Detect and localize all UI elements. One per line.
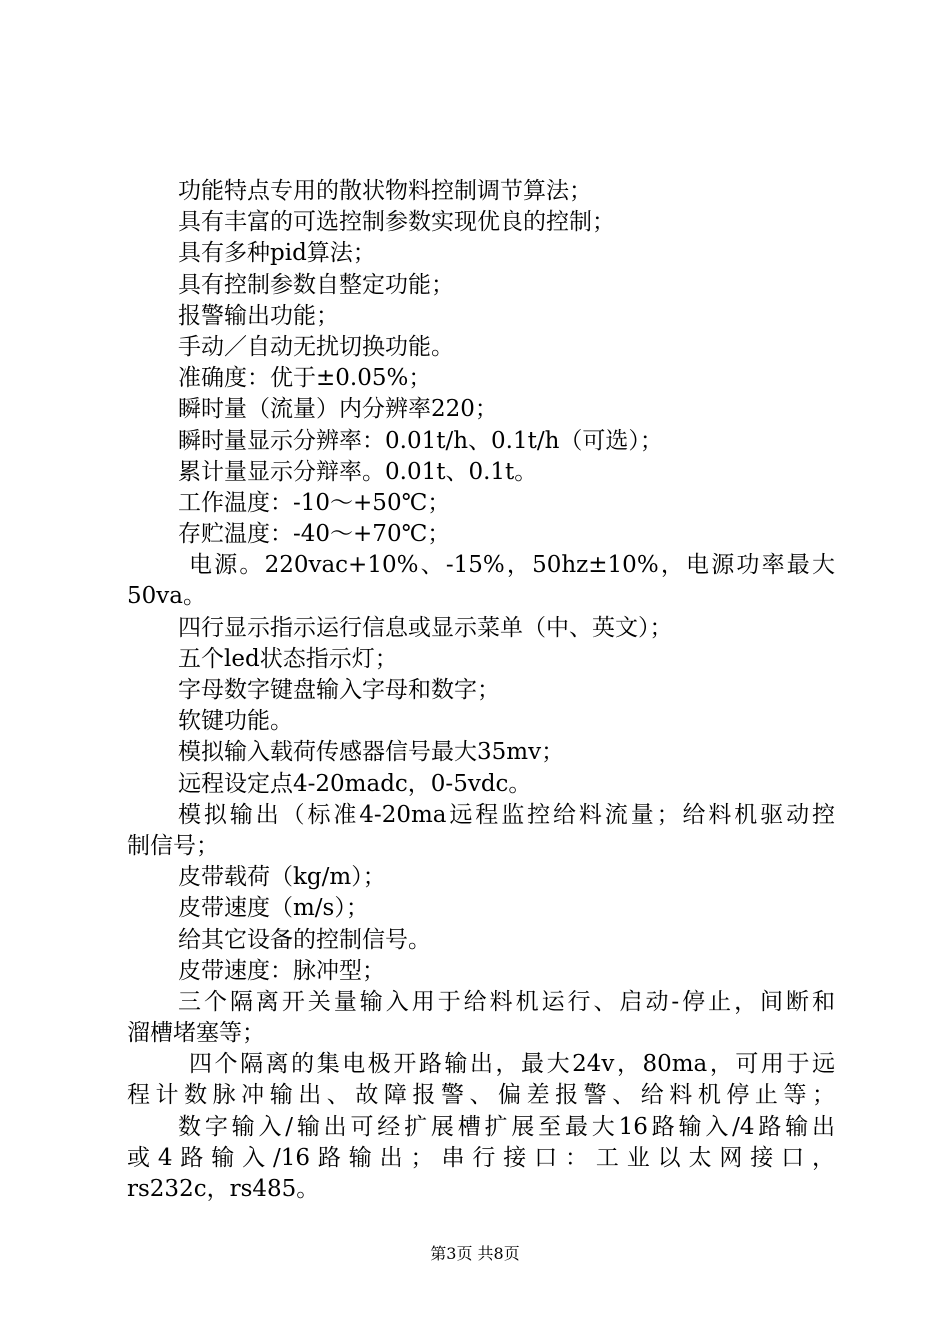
paragraph-line: 具有多种pid算法； — [178, 240, 376, 267]
paragraph-line: 四个隔离的集电极开路输出，最大24v，80ma，可用于远 — [189, 1051, 835, 1078]
paragraph-line: 工作温度：-10～+50℃； — [178, 489, 451, 516]
paragraph-line: 字母数字键盘输入字母和数字； — [178, 677, 500, 703]
paragraph-line: 电源。220vac+10%、-15%，50hz±10%，电源功率最大 — [189, 552, 835, 579]
paragraph-line: 功能特点专用的散状物料控制调节算法； — [178, 178, 592, 204]
document-body — [127, 176, 835, 1205]
paragraph-line: 四行显示指示运行信息或显示菜单（中、英文）； — [178, 614, 673, 641]
paragraph-line: 50va。 — [127, 583, 206, 610]
paragraph-line: 报警输出功能； — [178, 302, 339, 329]
page-number-footer: 第3页 共8页 — [430, 1244, 520, 1263]
paragraph-line: 或4路输入/16路输出；串行接口：工业以太网接口， — [127, 1144, 835, 1171]
paragraph-line: 存贮温度：-40～+70℃； — [178, 521, 451, 548]
paragraph-line: 具有控制参数自整定功能； — [178, 271, 454, 298]
paragraph-line: 程计数脉冲输出、故障报警、偏差报警、给料机停止等； — [127, 1082, 835, 1109]
paragraph-line: 溜槽堵塞等； — [127, 1020, 265, 1047]
paragraph-line: rs232c，rs485。 — [127, 1176, 320, 1202]
paragraph-line: 准确度：优于±0.05%； — [178, 365, 432, 392]
paragraph-line: 三个隔离开关量输入用于给料机运行、启动-停止，间断和 — [178, 988, 835, 1015]
paragraph-line: 数字输入/输出可经扩展槽扩展至最大16路输入/4路输出 — [178, 1113, 835, 1140]
paragraph-line: 模拟输入载荷传感器信号最大35mv； — [178, 739, 565, 766]
paragraph-line: 皮带速度：脉冲型； — [178, 957, 385, 984]
paragraph-line: 手动／自动无扰切换功能。 — [178, 333, 454, 360]
paragraph-line: 瞬时量（流量）内分辨率220； — [178, 396, 498, 423]
paragraph-line: 皮带载荷（kg/m）； — [178, 864, 386, 891]
paragraph-line: 制信号； — [127, 832, 219, 859]
paragraph-line: 软键功能。 — [178, 708, 293, 735]
paragraph-line: 给其它设备的控制信号。 — [178, 926, 431, 953]
paragraph-line: 模拟输出（标准4-20ma远程监控给料流量；给料机驱动控 — [178, 801, 835, 828]
paragraph-line: 皮带速度（m/s）； — [178, 895, 369, 922]
paragraph-line: 瞬时量显示分辨率：0.01t/h、0.1t/h（可选）； — [178, 427, 663, 454]
paragraph-line: 远程设定点4-20madc，0-5vdc。 — [178, 770, 532, 797]
paragraph-line: 具有丰富的可选控制参数实现优良的控制； — [178, 209, 615, 236]
paragraph-line: 五个led状态指示灯； — [178, 645, 398, 672]
paragraph-line: 累计量显示分辩率。0.01t、0.1t。 — [178, 458, 538, 485]
